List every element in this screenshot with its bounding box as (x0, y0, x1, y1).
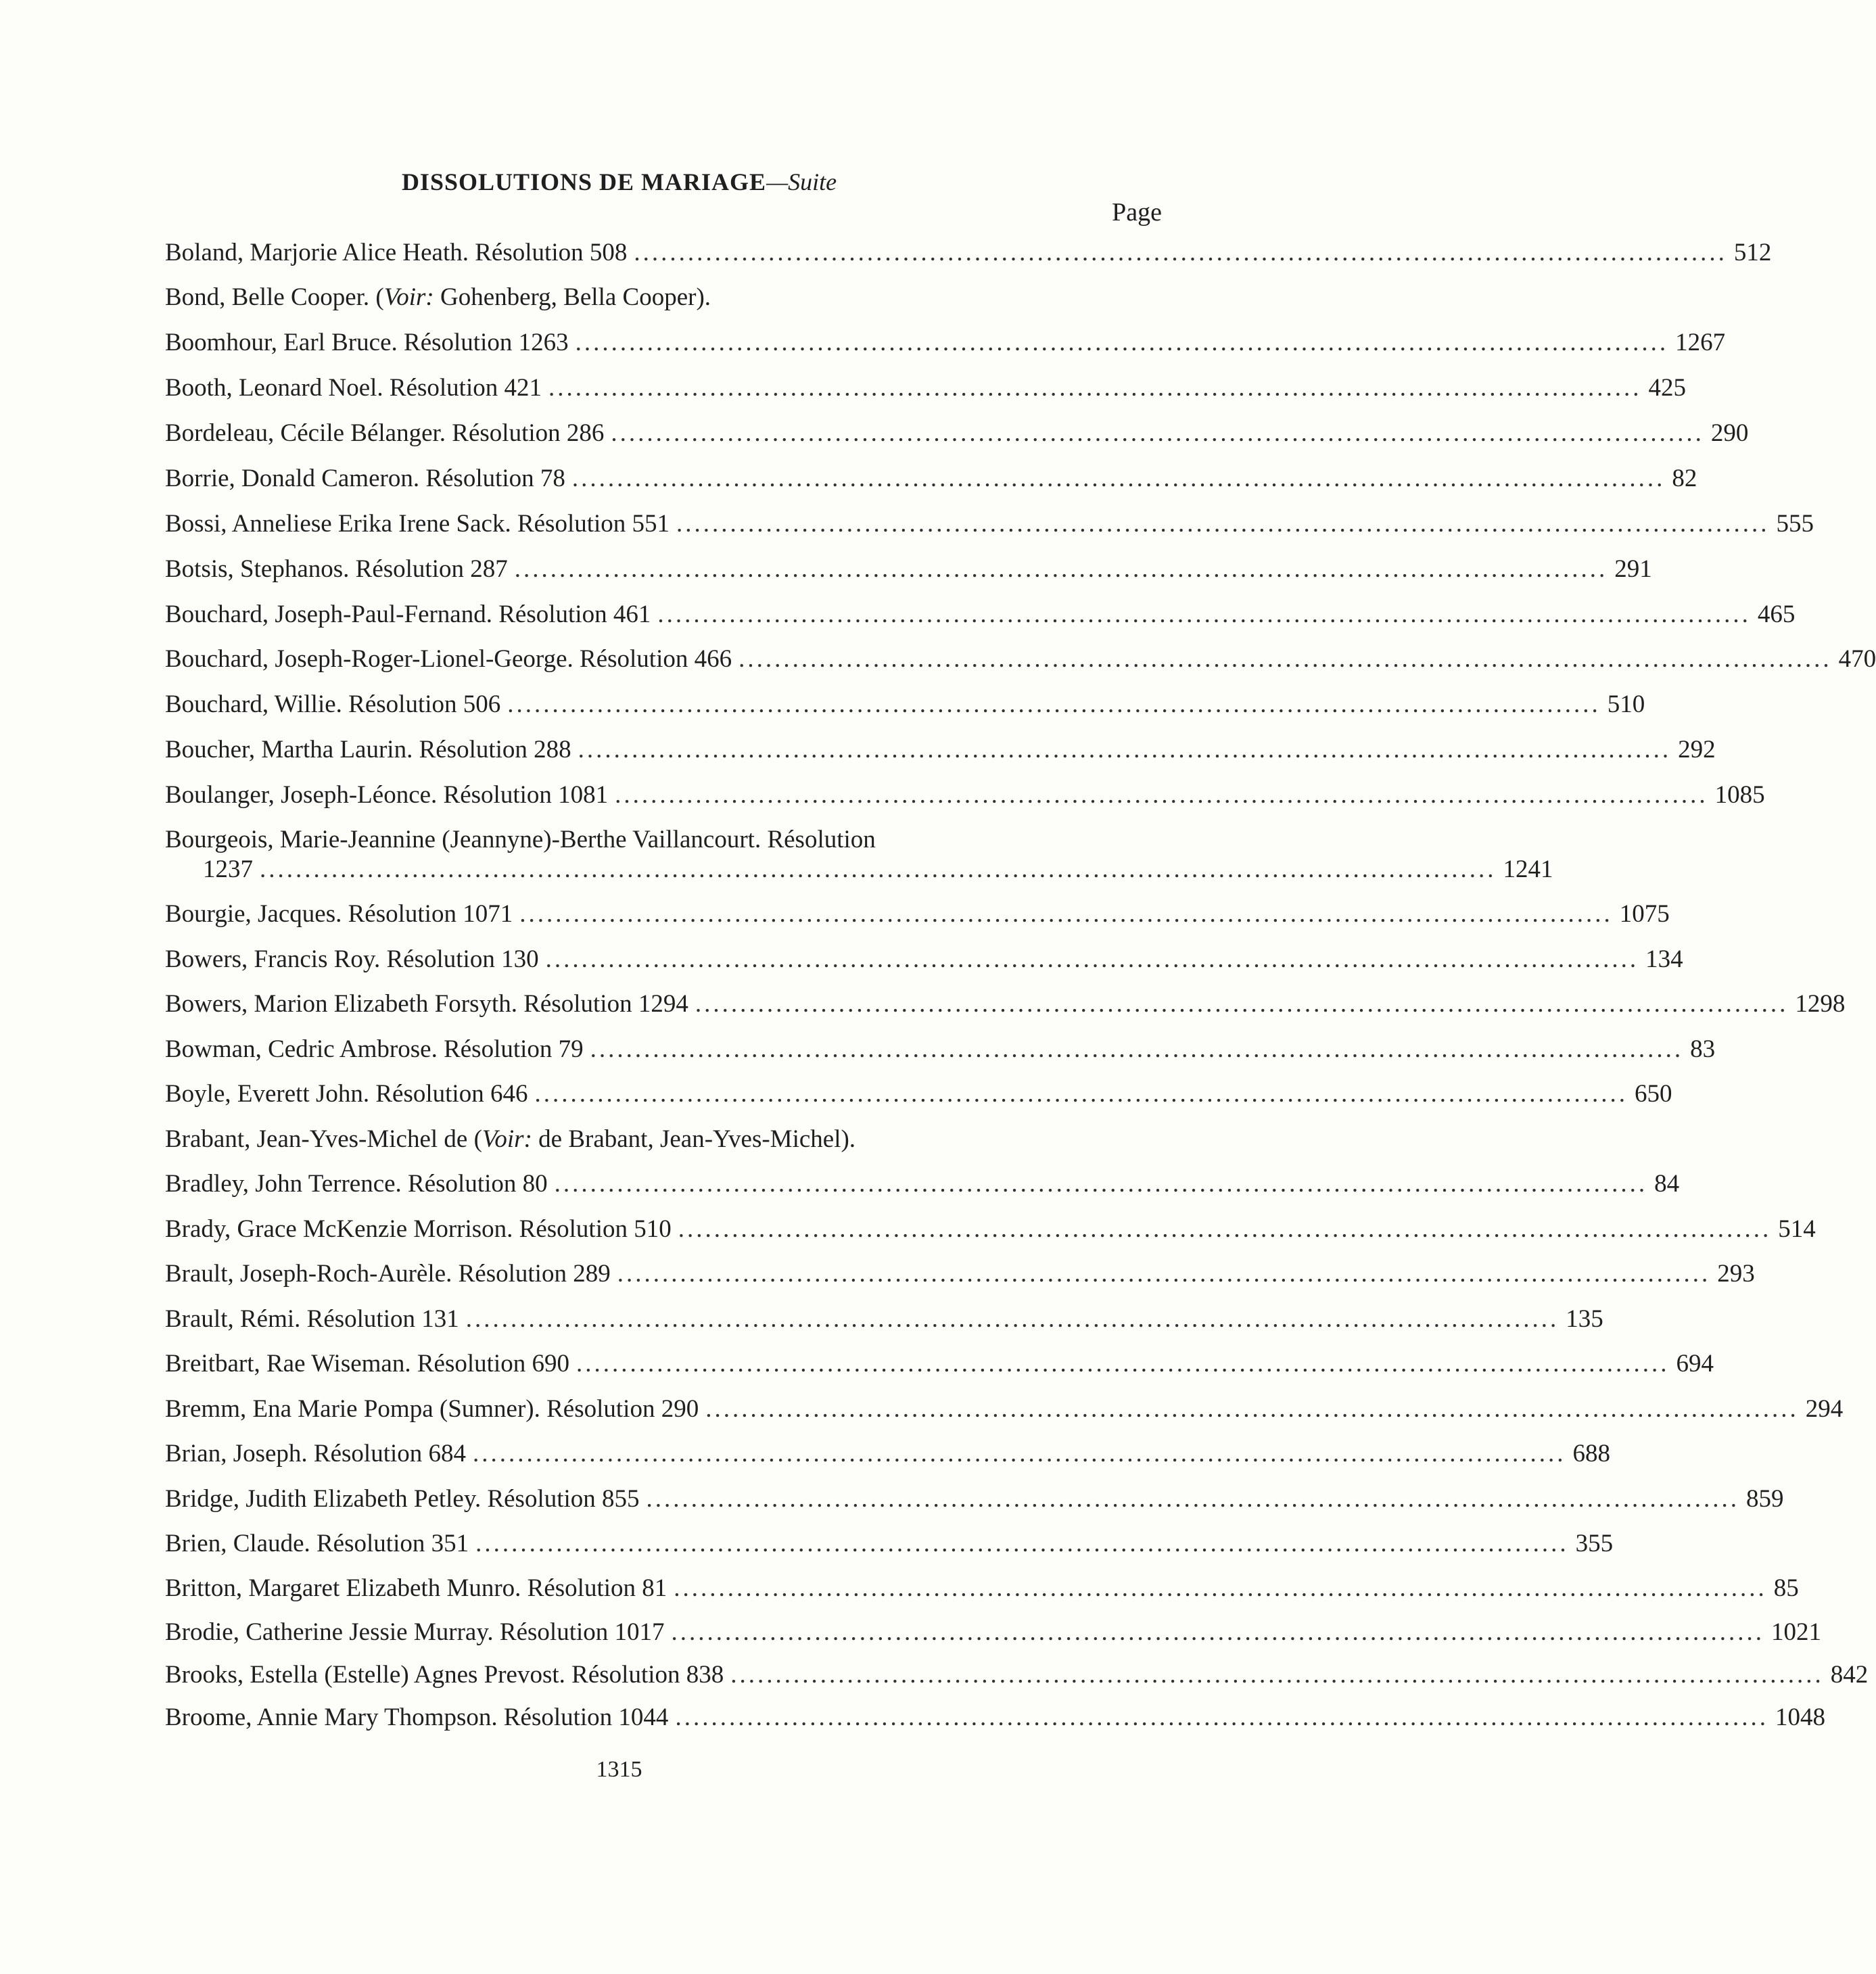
entry-page: 1085 (1714, 781, 1765, 809)
entry-text: Britton, Margaret Elizabeth Munro. Résolution 81 (165, 1574, 667, 1602)
index-entry: Bourgie, Jacques. Résolution 1071 .......................................................................................................................... 1075 (165, 900, 1670, 928)
entry-text-line1: Bourgeois, Marie-Jeannine (Jeannyne)-Berthe Vaillancourt. Résolution (165, 826, 876, 853)
index-entry: Brodie, Catherine Jessie Murray. Résolution 1017 .......................................................................................................................... 1021 (165, 1618, 1822, 1646)
index-entry: Boulanger, Joseph-Léonce. Résolution 1081 .......................................................................................................................... 1085 (165, 781, 1765, 809)
voir-label: Voir: (482, 1125, 532, 1153)
entry-page: 510 (1607, 690, 1645, 718)
entry-text: Bowers, Marion Elizabeth Forsyth. Résolution 1294 (165, 990, 688, 1018)
entry-text: Bouchard, Joseph-Paul-Fernand. Résolution 461 (165, 601, 651, 628)
index-entry: Bossi, Anneliese Erika Irene Sack. Résolution 551 .......................................................................................................................... 555 (165, 510, 1814, 538)
entry-text: Boland, Marjorie Alice Heath. Résolution 508 (165, 239, 628, 266)
index-entry (165, 1125, 1163, 1154)
entry-page: 555 (1776, 510, 1814, 538)
index-entry: Booth, Leonard Noel. Résolution 421 .......................................................................................................................... 425 (165, 374, 1686, 402)
index-entry: Bridge, Judith Elizabeth Petley. Résolution 855 .......................................................................................................................... 859 (165, 1485, 1784, 1513)
entry-page: 1298 (1795, 990, 1846, 1018)
entry-page: 650 (1634, 1080, 1672, 1108)
index-entry: Bouchard, Joseph-Roger-Lionel-George. Résolution 466 .......................................................................................................................... 470 (165, 645, 1876, 673)
heading-main: DISSOLUTIONS DE MARIAGE (401, 168, 767, 195)
index-entry: Bouchard, Willie. Résolution 506 .......................................................................................................................... 510 (165, 690, 1645, 718)
index-entry: Botsis, Stephanos. Résolution 287 .......................................................................................................................... 291 (165, 555, 1652, 583)
entry-text: Borrie, Donald Cameron. Résolution 78 (165, 465, 565, 492)
entry-page: 470 (1838, 645, 1876, 673)
index-entry: Boucher, Martha Laurin. Résolution 288 .......................................................................................................................... 292 (165, 736, 1716, 763)
entry-page: 425 (1648, 374, 1686, 402)
entry-page: 134 (1645, 945, 1683, 973)
entry-text: Boomhour, Earl Bruce. Résolution 1263 (165, 329, 569, 356)
voir-label: Voir: (383, 283, 434, 311)
entry-page: 688 (1572, 1440, 1611, 1467)
entry-page: 82 (1672, 465, 1697, 492)
entry-page: 842 (1830, 1661, 1869, 1689)
entry-text: Breitbart, Rae Wiseman. Résolution 690 (165, 1350, 569, 1378)
entry-text: Botsis, Stephanos. Résolution 287 (165, 555, 508, 583)
entry-page: 291 (1614, 555, 1652, 583)
entry-text: Brian, Joseph. Résolution 684 (165, 1440, 467, 1467)
entry-page: 83 (1690, 1035, 1716, 1063)
index-entry: Britton, Margaret Elizabeth Munro. Résolution 81 .......................................................................................................................... 85 (165, 1574, 1799, 1602)
entry-text: Bowers, Francis Roy. Résolution 130 (165, 945, 539, 973)
entry-text: Brooks, Estella (Estelle) Agnes Prevost. Résolution 838 (165, 1661, 724, 1689)
page-number: 1315 (596, 1757, 642, 1782)
entry-page: 85 (1773, 1574, 1799, 1602)
index-entry: Brooks, Estella (Estelle) Agnes Prevost. Résolution 838 .......................................................................................................................... 842 (165, 1661, 1869, 1689)
entry-text: Bourgie, Jacques. Résolution 1071 (165, 900, 513, 928)
index-entry: Bradley, John Terrence. Résolution 80 .......................................................................................................................... 84 (165, 1170, 1680, 1198)
entry-text: Bridge, Judith Elizabeth Petley. Résolution 855 (165, 1485, 640, 1513)
entry-page: 294 (1805, 1395, 1844, 1423)
index-entry: Boyle, Everett John. Résolution 646 .......................................................................................................................... 650 (165, 1080, 1672, 1108)
entry-text-line2: 1237 (203, 855, 253, 883)
entry-page: 355 (1575, 1530, 1614, 1557)
entry-text: Bordeleau, Cécile Bélanger. Résolution 286 (165, 419, 605, 447)
entry-text: Bremm, Ena Marie Pompa (Sumner). Résolution 290 (165, 1395, 699, 1423)
section-heading (0, 168, 1238, 196)
page-column-label: Page (1112, 198, 1162, 227)
index-entry: Bordeleau, Cécile Bélanger. Résolution 286 .......................................................................................................................... 290 (165, 419, 1749, 447)
entry-text: Brodie, Catherine Jessie Murray. Résolution 1017 (165, 1618, 665, 1646)
entry-text: Booth, Leonard Noel. Résolution 421 (165, 374, 542, 402)
entry-text: Broome, Annie Mary Thompson. Résolution 1044 (165, 1703, 669, 1731)
index-entry: Brady, Grace McKenzie Morrison. Résolution 510 .......................................................................................................................... 514 (165, 1215, 1816, 1243)
entry-text: Boulanger, Joseph-Léonce. Résolution 1081 (165, 781, 609, 809)
index-entry: Bowers, Francis Roy. Résolution 130 .......................................................................................................................... 134 (165, 945, 1683, 973)
entry-page: 292 (1678, 736, 1716, 763)
index-entry: Bouchard, Joseph-Paul-Fernand. Résolution 461 .......................................................................................................................... 465 (165, 601, 1796, 628)
entry-page: 290 (1710, 419, 1749, 447)
entry-page: 135 (1566, 1305, 1603, 1333)
entry-page: 514 (1778, 1215, 1816, 1243)
entry-text: Bouchard, Joseph-Roger-Lionel-George. Résolution 466 (165, 645, 732, 673)
index-entry: Brian, Joseph. Résolution 684 .......................................................................................................................... 688 (165, 1440, 1611, 1467)
heading-suite: —Suite (766, 168, 837, 195)
index-entry: Bowman, Cedric Ambrose. Résolution 79 .......................................................................................................................... 83 (165, 1035, 1716, 1063)
entry-page: 84 (1654, 1170, 1680, 1198)
index-entry: Broome, Annie Mary Thompson. Résolution 1044 .......................................................................................................................... 1048 (165, 1703, 1825, 1731)
entry-text: Bowman, Cedric Ambrose. Résolution 79 (165, 1035, 584, 1063)
index-entry (165, 283, 1163, 312)
entry-text: Brabant, Jean-Yves-Michel de (Voir: de Brabant, Jean-Yves-Michel). (165, 1125, 856, 1153)
index-entry: Bourgeois, Marie-Jeannine (Jeannyne)-Berthe Vaillancourt. Résolution 1237 .......................................................................................................................................... 1241 (165, 826, 1553, 883)
entry-text: Bossi, Anneliese Erika Irene Sack. Résolution 551 (165, 510, 670, 538)
entry-page: 465 (1757, 601, 1796, 628)
entry-text: Bond, Belle Cooper. (Voir: Gohenberg, Bella Cooper). (165, 283, 711, 311)
entry-page: 694 (1676, 1350, 1714, 1378)
index-entry: Boland, Marjorie Alice Heath. Résolution 508 .......................................................................................................................... 512 (165, 239, 1772, 266)
entry-text: Bradley, John Terrence. Résolution 80 (165, 1170, 548, 1198)
entry-page: 1048 (1775, 1703, 1825, 1731)
index-entry: Brault, Joseph-Roch-Aurèle. Résolution 289 .......................................................................................................................... 293 (165, 1260, 1755, 1288)
entry-page: 1241 (1503, 855, 1553, 883)
index-entry: Bowers, Marion Elizabeth Forsyth. Résolution 1294 .......................................................................................................................... 1298 (165, 990, 1846, 1018)
entry-page: 1075 (1619, 900, 1670, 928)
entry-page: 859 (1746, 1485, 1784, 1513)
entry-text: Brien, Claude. Résolution 351 (165, 1530, 469, 1557)
entry-text: Brault, Rémi. Résolution 131 (165, 1305, 459, 1333)
index-entry: Brien, Claude. Résolution 351 .......................................................................................................................... 355 (165, 1530, 1614, 1557)
index-entry: Borrie, Donald Cameron. Résolution 78 .......................................................................................................................... 82 (165, 465, 1697, 492)
entry-page: 1267 (1675, 329, 1726, 356)
entry-text: Brault, Joseph-Roch-Aurèle. Résolution 289 (165, 1260, 611, 1288)
index-entry: Breitbart, Rae Wiseman. Résolution 690 .......................................................................................................................... 694 (165, 1350, 1714, 1378)
entry-text: Bouchard, Willie. Résolution 506 (165, 690, 501, 718)
index-entry: Boomhour, Earl Bruce. Résolution 1263 .......................................................................................................................... 1267 (165, 329, 1726, 356)
index-entry: Bremm, Ena Marie Pompa (Sumner). Résolution 290 .......................................................................................................................... 294 (165, 1395, 1844, 1423)
entry-page: 512 (1733, 239, 1772, 266)
entry-page: 293 (1717, 1260, 1755, 1288)
index-entry: Brault, Rémi. Résolution 131 .......................................................................................................................... 135 (165, 1305, 1603, 1333)
entry-page: 1021 (1771, 1618, 1822, 1646)
entry-text: Boucher, Martha Laurin. Résolution 288 (165, 736, 571, 763)
entry-text: Boyle, Everett John. Résolution 646 (165, 1080, 528, 1108)
entry-text: Brady, Grace McKenzie Morrison. Résolution 510 (165, 1215, 672, 1243)
